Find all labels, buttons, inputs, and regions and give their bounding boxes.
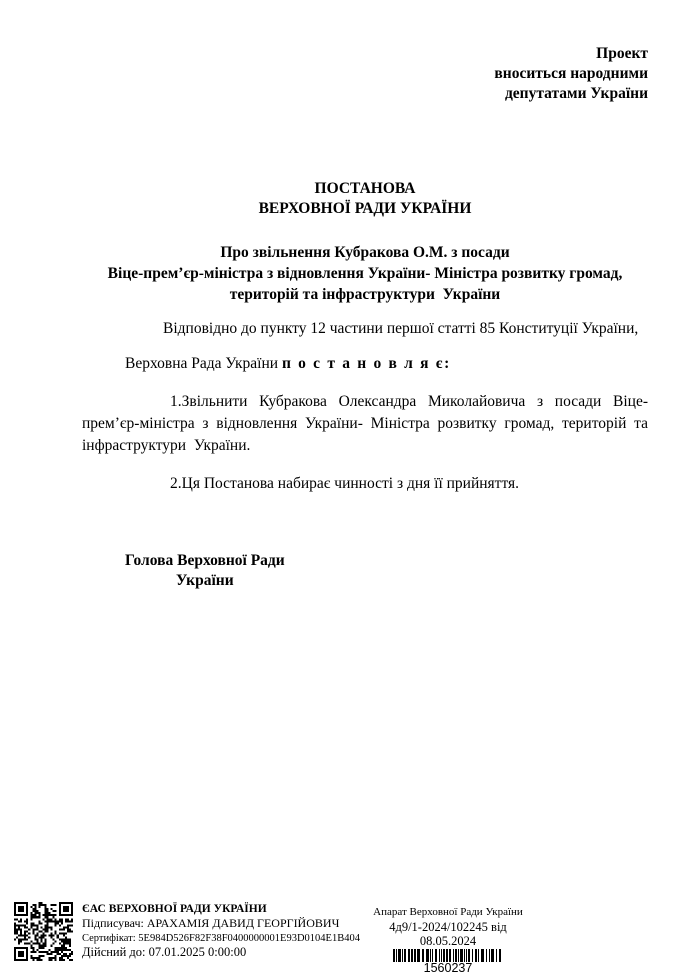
draft-note-line: Проект xyxy=(596,45,648,62)
resolves-paragraph xyxy=(82,353,648,375)
signature-block xyxy=(125,551,285,591)
registration-number: 4д9/1-2024/102245 від 08.05.2024 xyxy=(389,920,507,948)
item-text: Звільнити Кубракова Олександра Миколайовича з посади Віце-прем’єр-міністра з відновлення України- Міністра розвитку громад, територій та інфраструктури України. xyxy=(82,393,648,454)
resolves-prefix: Верховна Рада України xyxy=(125,354,282,372)
document-title-line: ПОСТАНОВА xyxy=(314,180,416,197)
draft-note-line: депутатами України xyxy=(504,85,648,102)
item-number: 2. xyxy=(170,474,182,492)
document-subject xyxy=(82,242,648,305)
resolution-item-2 xyxy=(82,473,648,495)
esign-stamp xyxy=(82,903,360,959)
item-number: 1. xyxy=(170,393,182,410)
resolution-item-1 xyxy=(82,391,648,457)
barcode-number: 1560237 xyxy=(423,961,473,975)
esign-org: ЄАС ВЕРХОВНОЇ РАДИ УКРАЇНИ xyxy=(82,903,267,915)
subject-line: Віце-прем’єр-міністра з відновлення України- Міністра розвитку громад, xyxy=(107,265,623,282)
document-title-line: ВЕРХОВНОЇ РАДИ УКРАЇНИ xyxy=(258,200,472,217)
item-text: Ця Постанова набирає чинності з дня її прийняття. xyxy=(181,474,520,492)
registration-office: Апарат Верховної Ради України xyxy=(373,906,523,918)
esign-valid-until: Дійсний до: 07.01.2025 0:00:00 xyxy=(82,945,247,959)
signature-title-line: України xyxy=(176,572,234,589)
subject-line: територій та інфраструктури України xyxy=(229,286,501,303)
qr-code-icon xyxy=(14,902,73,961)
subject-line: Про звільнення Кубракова О.М. з посади xyxy=(220,244,510,261)
resolves-emphasis: п о с т а н о в л я є xyxy=(281,354,445,372)
draft-note-line: вноситься народними xyxy=(494,65,648,82)
esign-certificate: Сертифікат: 5E984D526F82F38F0400000001E93D0104E1B404 xyxy=(82,933,360,944)
signature-title-line: Голова Верховної Ради xyxy=(125,552,285,569)
registration-stamp xyxy=(370,906,526,975)
document-title xyxy=(82,179,648,219)
resolves-colon: : xyxy=(444,354,450,372)
esign-signer: Підписувач: АРАХАМІЯ ДАВИД ГЕОРГІЙОВИЧ xyxy=(82,916,340,930)
draft-note xyxy=(82,44,648,104)
intro-paragraph: Відповідно до пункту 12 частини першої статті 85 Конституції України, xyxy=(163,320,639,337)
document-content xyxy=(82,0,648,591)
